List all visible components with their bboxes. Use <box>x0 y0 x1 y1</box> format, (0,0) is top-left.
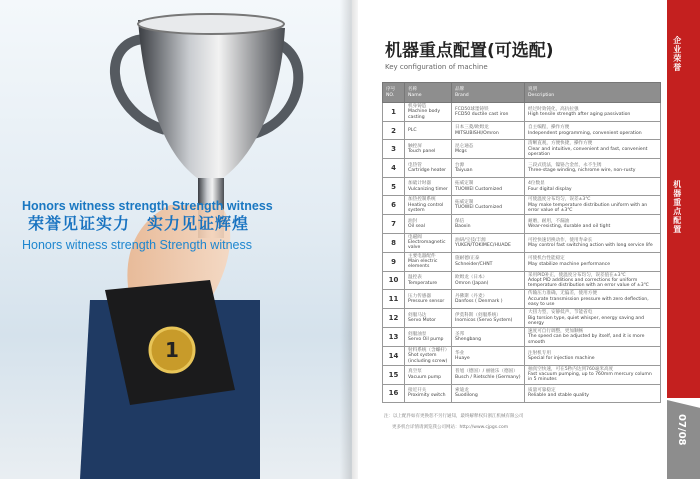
desc-cn: 抽真空快速，可在5秒内达到760毫米高度 <box>528 366 614 372</box>
brand-cn: 华业 <box>455 350 465 356</box>
header-cn: 品牌 <box>455 87 465 93</box>
brand-cn: 日本三菱/欧姆龙 <box>455 125 489 131</box>
brand-en: Danfoss ( Denmark ) <box>455 299 503 305</box>
column-header <box>405 83 452 103</box>
brand-cell <box>452 121 525 140</box>
brand-cell <box>452 309 525 328</box>
row-number: 8 <box>383 233 405 252</box>
header-en: Name <box>408 92 422 98</box>
brand-cn: 索迪龙 <box>455 388 469 394</box>
name-cn: 电磁阀 <box>408 234 422 240</box>
name-cell <box>405 252 452 271</box>
description-cell <box>525 140 661 159</box>
desc-cn: 耐磨，耐用，不漏油 <box>528 218 570 224</box>
table-row <box>383 215 661 234</box>
brand-cell <box>452 290 525 309</box>
side-tab-configuration[interactable]: 机器重点配置 <box>672 180 682 234</box>
desc-en: Wear-resisting, durable and oil tight <box>528 224 611 230</box>
description-cell <box>525 215 661 234</box>
desc-cn: 经过时效钝化，高抗拉强 <box>528 106 579 112</box>
desc-cn: 可使机台性能稳定 <box>528 256 565 262</box>
name-cell <box>405 365 452 384</box>
brand-cn: 保信 <box>455 218 465 224</box>
desc-cn: 传输压力准确，无偏差，使用方便 <box>528 291 597 297</box>
row-number: 14 <box>383 346 405 365</box>
description-cell <box>525 384 661 403</box>
desc-en: Three-stage winding, nichrome wire, non-rusty <box>528 168 636 174</box>
name-en: Machine body casting <box>408 109 441 120</box>
description-cell <box>525 233 661 252</box>
name-cn: 加热控制系统 <box>408 197 436 203</box>
name-en: Vulcanizing timer <box>408 186 448 192</box>
brand-en: Taiyuan <box>455 168 473 174</box>
brand-en: Schneider/CHNT <box>455 261 493 267</box>
table-row <box>383 365 661 384</box>
brand-cn: 伊莫科斯（伺服系统） <box>455 312 501 318</box>
slogan-chinese: 荣誉见证实力 实力见证辉煌 <box>28 216 250 233</box>
row-number: 2 <box>383 121 405 140</box>
table-row <box>383 140 661 159</box>
brand-cn: 拓威定制 <box>455 200 474 206</box>
brand-en: Inomicos (Servo System) <box>455 318 513 324</box>
brand-cn: 普旭（德国）/ 丽驰乐（德国） <box>455 369 518 375</box>
name-en: PLC <box>408 128 417 133</box>
name-cn: 油封 <box>408 218 418 224</box>
name-cn: 伺服油泵 <box>408 331 427 337</box>
brand-en: TUOWEI Customized <box>455 186 503 192</box>
brand-cell <box>452 365 525 384</box>
desc-en: May make temperature distribution uniform with an error value of ±3℃ <box>528 202 648 214</box>
table-row <box>383 290 661 309</box>
brand-cell <box>452 215 525 234</box>
row-number: 11 <box>383 290 405 309</box>
description-cell <box>525 271 661 290</box>
name-cn: 主要电器配件 <box>408 253 436 259</box>
brand-cell <box>452 346 525 365</box>
description-cell <box>525 365 661 384</box>
brand-en: TUOWEI Customized <box>455 205 503 211</box>
slogan-english-top: Honors witness strength Strength witness <box>22 199 273 213</box>
name-en: Temperature <box>408 280 438 286</box>
table-row <box>383 384 661 403</box>
table-row <box>383 328 661 347</box>
brand-en: MITSUBISHI/Omron <box>455 130 499 136</box>
brand-cn: 昆仑通态 <box>455 144 474 150</box>
description-cell <box>525 328 661 347</box>
desc-cn: 可控快速切换动作，使用寿命长 <box>528 237 593 243</box>
header-en: NO. <box>386 92 395 98</box>
name-en: Servo Oil pump <box>408 337 444 343</box>
brand-cell <box>452 384 525 403</box>
name-cell <box>405 328 452 347</box>
brand-cn: 欧姆龙（日本） <box>455 275 488 281</box>
brand-cell <box>452 196 525 215</box>
brand-cell <box>452 252 525 271</box>
name-en: Proximity switch <box>408 393 446 399</box>
table-row <box>383 121 661 140</box>
desc-cn: 可使温度分布均匀，误差±3℃ <box>528 197 591 203</box>
page-subtitle: Key configuration of machine <box>385 63 488 71</box>
name-cell <box>405 233 452 252</box>
brand-cell <box>452 103 525 122</box>
name-en: Electromagnetic valve <box>408 240 446 251</box>
brand-en: FCD50 ductile cast iron <box>455 111 509 117</box>
description-cell <box>525 196 661 215</box>
brand-en: YUKEN/TOKIMEC/HUADE <box>455 242 511 248</box>
table-row <box>383 252 661 271</box>
name-cell <box>405 346 452 365</box>
name-cn: 真空泵 <box>408 369 422 375</box>
table-row <box>383 233 661 252</box>
header-en: Description <box>528 92 555 98</box>
desc-cn: 速度可自行调整，更加顺畅 <box>528 329 584 335</box>
desc-cn: 清晰直观，方便快捷，操作方便 <box>528 141 593 147</box>
desc-en: Reliable and stable quality <box>528 393 589 399</box>
header-en: Brand <box>455 92 469 98</box>
row-number: 1 <box>383 103 405 122</box>
row-number: 16 <box>383 384 405 403</box>
name-cell <box>405 271 452 290</box>
brand-en: Mcgs <box>455 149 467 155</box>
brand-cn: 丹佛斯（丹麦） <box>455 294 488 300</box>
side-tab-honors[interactable]: 企业荣誉 <box>672 36 682 72</box>
name-cell <box>405 140 452 159</box>
page-title: 机器重点配置(可选配) <box>385 41 554 61</box>
table-row <box>383 271 661 290</box>
book-spine-shadow <box>340 0 358 479</box>
column-header <box>452 83 525 103</box>
row-number: 3 <box>383 140 405 159</box>
table-row <box>383 159 661 178</box>
desc-cn: 三段式绕法，镍铬合金丝，永不生锈 <box>528 162 602 168</box>
name-en: Heating control system <box>408 202 444 214</box>
brand-cn: 拓威定制 <box>455 181 474 187</box>
desc-cn: 注射机专用 <box>528 350 551 356</box>
description-cell <box>525 309 661 328</box>
name-en: Vacuum pump <box>408 374 442 380</box>
name-cell <box>405 177 452 196</box>
column-header <box>383 83 405 103</box>
brand-en: Baoxin <box>455 224 471 230</box>
medal-number: 1 <box>165 338 179 362</box>
description-cell <box>525 103 661 122</box>
desc-cn: 4位数显 <box>528 181 545 187</box>
name-en: Servo Motor <box>408 318 436 324</box>
slogan-english-bottom: Honors witness strength Strength witness <box>22 238 252 252</box>
name-cell <box>405 121 452 140</box>
desc-en: Four digital display <box>528 186 572 192</box>
desc-en: High tensile strength after aging passivation <box>528 111 631 117</box>
description-cell <box>525 346 661 365</box>
row-number: 9 <box>383 252 405 271</box>
brand-cell <box>452 271 525 290</box>
name-en: Shot system (including screw) <box>408 353 448 364</box>
row-number: 13 <box>383 328 405 347</box>
name-en: Pressure sensor <box>408 299 445 305</box>
header-cn: 序号 <box>386 87 396 93</box>
row-number: 6 <box>383 196 405 215</box>
table-row <box>383 346 661 365</box>
footnote <box>384 411 524 433</box>
description-cell <box>525 177 661 196</box>
name-cn: 压力传感器 <box>408 294 431 300</box>
brand-en: Suodilong <box>455 393 478 399</box>
row-number: 12 <box>383 309 405 328</box>
name-cell <box>405 215 452 234</box>
desc-en: Big torsion type, quiet whisper, energy saving and energy <box>528 315 645 326</box>
brand-cn: FCD50球墨铸铁 <box>455 106 489 112</box>
configuration-table <box>382 82 661 403</box>
name-cell <box>405 159 452 178</box>
desc-en: Adopt PID additions and corrections for uniform temperature distribution with an error value of ±3℃ <box>528 277 649 289</box>
brand-cn: 油研/宝技/丰源 <box>455 237 486 243</box>
table-row <box>383 196 661 215</box>
name-cell <box>405 309 452 328</box>
name-cn: 触控屏 <box>408 144 422 150</box>
name-cell <box>405 196 452 215</box>
name-cn: 温控表 <box>408 275 422 281</box>
table-row <box>383 177 661 196</box>
table-header-row <box>383 83 661 103</box>
name-cn: 电热管 <box>408 162 422 168</box>
name-cell <box>405 384 452 403</box>
brand-cell <box>452 177 525 196</box>
desc-en: The speed can be adjusted by itself, and it is more smooth <box>528 334 645 345</box>
description-cell <box>525 290 661 309</box>
brand-cn: 台源 <box>455 162 465 168</box>
name-cn: 射料系统（含螺杆） <box>408 347 450 353</box>
name-cn: 加硫计时器 <box>408 181 431 187</box>
brand-cell <box>452 140 525 159</box>
footnote-line: 注：以上配件如有更换恕不另行通知，最终解释权归浙江机械有限公司 <box>384 414 524 419</box>
desc-en: Fast vacuum pumping, up to 760mm mercury column in 5 minutes <box>528 372 652 383</box>
name-cn: 接近开关 <box>408 388 427 394</box>
name-cell <box>405 290 452 309</box>
page-number: 07/08 <box>676 414 687 446</box>
header-cn: 名称 <box>408 87 418 93</box>
row-number: 5 <box>383 177 405 196</box>
desc-en: Clear and intuitive, convenient and fast, convenient operation <box>528 146 648 157</box>
desc-en: Accurate transmission pressure with zero deflection, easy to use <box>528 296 649 307</box>
row-number: 7 <box>383 215 405 234</box>
brand-cell <box>452 159 525 178</box>
description-cell <box>525 121 661 140</box>
brand-en: Huaye <box>455 355 470 361</box>
name-en: Touch panel <box>408 149 436 155</box>
name-cn: 机身铸造 <box>408 104 427 109</box>
name-cell <box>405 103 452 122</box>
desc-cn: 大扭力型，安静低声，节能省电 <box>528 310 593 316</box>
header-cn: 说明 <box>528 87 538 93</box>
brand-cell <box>452 233 525 252</box>
brand-en: Shengbang <box>455 337 482 343</box>
desc-cn: 质量可靠稳定 <box>528 388 556 394</box>
table-row <box>383 309 661 328</box>
brand-en: Omron (Japan) <box>455 280 489 286</box>
column-header <box>525 83 661 103</box>
name-cn: 伺服马达 <box>408 312 427 318</box>
desc-en: May stabilize machine performance <box>528 261 611 267</box>
desc-en: May control fast switching action with long service life <box>528 242 653 248</box>
description-cell <box>525 159 661 178</box>
name-en: Oil seal <box>408 224 425 230</box>
desc-en: Special for injection machine <box>528 355 595 361</box>
brand-cell <box>452 328 525 347</box>
name-en: Main electric elements <box>408 259 438 270</box>
row-number: 15 <box>383 365 405 384</box>
brand-cn: 圣邦 <box>455 331 465 337</box>
brand-en: Busch / Rietschle (Germany) <box>455 374 521 380</box>
row-number: 10 <box>383 271 405 290</box>
row-number: 4 <box>383 159 405 178</box>
brand-cn: 施耐德/正泰 <box>455 256 480 262</box>
description-cell <box>525 252 661 271</box>
name-en: Cartridge heater <box>408 168 447 174</box>
desc-en: Independent programming, convenient operation <box>528 130 642 136</box>
footnote-line: 更多机台详情请浏览我公司网站：http://www.cjpgs.com <box>392 425 509 430</box>
desc-cn: 采用PID补正，使温度分布均匀，误差值在±3℃ <box>528 272 626 278</box>
table-row <box>383 103 661 122</box>
desc-cn: 自主编程，操作方便 <box>528 125 570 131</box>
